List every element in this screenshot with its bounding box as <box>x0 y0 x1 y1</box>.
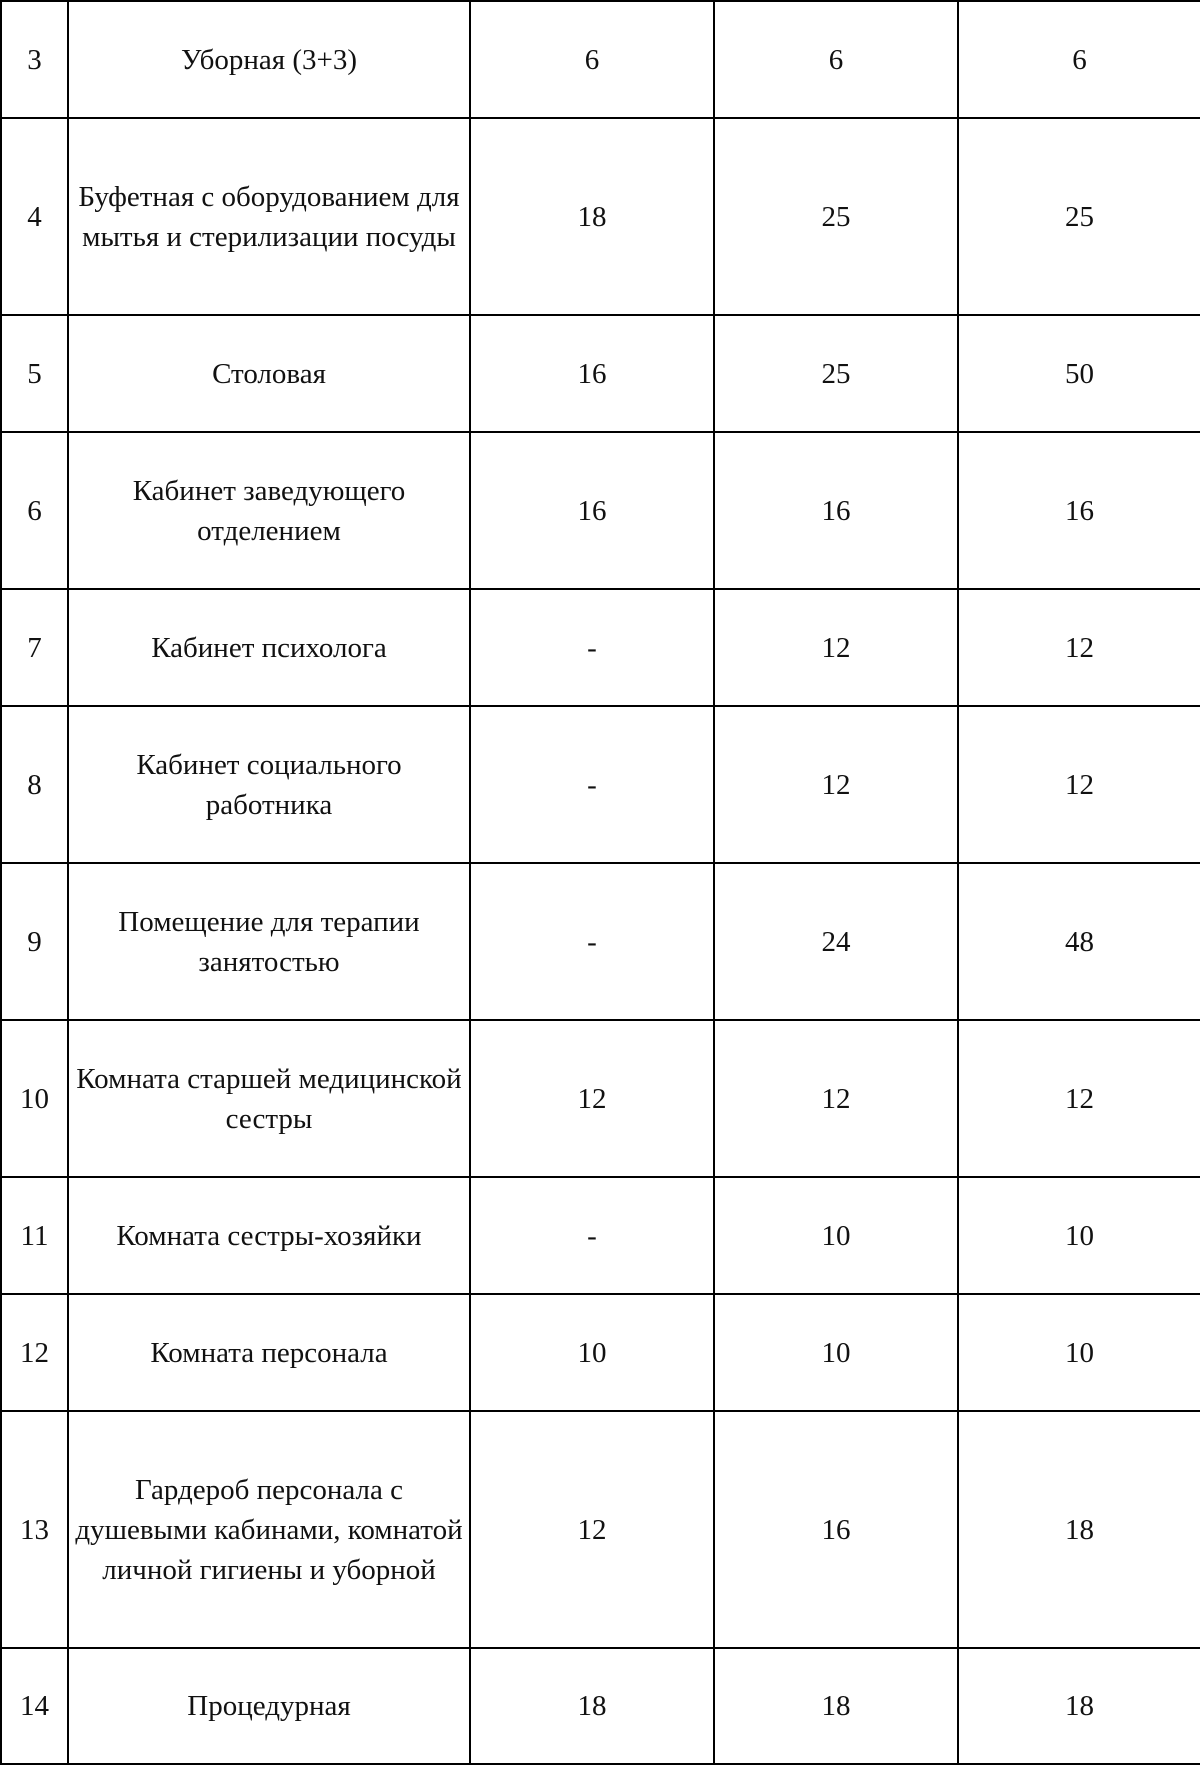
row-number: 10 <box>1 1020 68 1177</box>
table-row <box>1 1 1200 118</box>
area-col-2: 18 <box>714 1648 958 1764</box>
area-col-3: 50 <box>958 315 1200 432</box>
area-col-3: 18 <box>958 1648 1200 1764</box>
area-col-3: 25 <box>958 118 1200 315</box>
area-col-3: 6 <box>958 1 1200 118</box>
table-row <box>1 863 1200 1020</box>
table-row <box>1 706 1200 863</box>
area-col-2: 12 <box>714 1020 958 1177</box>
area-col-1: 18 <box>470 118 714 315</box>
area-col-3: 48 <box>958 863 1200 1020</box>
room-name: Процедурная <box>68 1648 470 1764</box>
area-col-1: 18 <box>470 1648 714 1764</box>
row-number: 12 <box>1 1294 68 1411</box>
area-col-1: - <box>470 589 714 706</box>
table-row <box>1 432 1200 589</box>
table-row <box>1 1411 1200 1648</box>
row-number: 5 <box>1 315 68 432</box>
area-col-1: 10 <box>470 1294 714 1411</box>
room-name: Помещение для терапии занятостью <box>68 863 470 1020</box>
room-name: Уборная (3+3) <box>68 1 470 118</box>
room-name: Буфетная с оборудованием для мытья и стерилизации посуды <box>68 118 470 315</box>
table-row <box>1 589 1200 706</box>
table-row <box>1 315 1200 432</box>
area-col-1: - <box>470 706 714 863</box>
area-col-2: 6 <box>714 1 958 118</box>
table-row <box>1 1020 1200 1177</box>
area-col-3: 18 <box>958 1411 1200 1648</box>
area-col-3: 10 <box>958 1177 1200 1294</box>
area-col-1: 12 <box>470 1020 714 1177</box>
area-col-2: 12 <box>714 706 958 863</box>
area-col-3: 10 <box>958 1294 1200 1411</box>
area-col-2: 25 <box>714 118 958 315</box>
row-number: 6 <box>1 432 68 589</box>
area-col-1: 16 <box>470 432 714 589</box>
row-number: 3 <box>1 1 68 118</box>
table-row <box>1 118 1200 315</box>
area-col-1: 12 <box>470 1411 714 1648</box>
area-col-3: 12 <box>958 706 1200 863</box>
area-col-2: 25 <box>714 315 958 432</box>
row-number: 4 <box>1 118 68 315</box>
area-col-1: - <box>470 863 714 1020</box>
area-col-1: 6 <box>470 1 714 118</box>
room-name: Кабинет социального работника <box>68 706 470 863</box>
room-name: Кабинет заведующего отделением <box>68 432 470 589</box>
row-number: 11 <box>1 1177 68 1294</box>
area-col-2: 10 <box>714 1177 958 1294</box>
area-col-2: 16 <box>714 1411 958 1648</box>
row-number: 8 <box>1 706 68 863</box>
room-name: Комната сестры-хозяйки <box>68 1177 470 1294</box>
area-col-2: 16 <box>714 432 958 589</box>
room-name: Столовая <box>68 315 470 432</box>
row-number: 14 <box>1 1648 68 1764</box>
area-col-2: 24 <box>714 863 958 1020</box>
area-col-2: 10 <box>714 1294 958 1411</box>
table-row <box>1 1294 1200 1411</box>
row-number: 13 <box>1 1411 68 1648</box>
area-col-1: 16 <box>470 315 714 432</box>
area-col-3: 12 <box>958 589 1200 706</box>
room-name: Кабинет психолога <box>68 589 470 706</box>
room-name: Комната старшей медицинской сестры <box>68 1020 470 1177</box>
area-col-2: 12 <box>714 589 958 706</box>
area-col-3: 12 <box>958 1020 1200 1177</box>
row-number: 9 <box>1 863 68 1020</box>
area-col-1: - <box>470 1177 714 1294</box>
room-name: Гардероб персонала с душевыми кабинами, комнатой личной гигиены и уборной <box>68 1411 470 1648</box>
room-name: Комната персонала <box>68 1294 470 1411</box>
table-row <box>1 1648 1200 1764</box>
table-row <box>1 1177 1200 1294</box>
table-body <box>1 1 1200 1764</box>
area-col-3: 16 <box>958 432 1200 589</box>
row-number: 7 <box>1 589 68 706</box>
